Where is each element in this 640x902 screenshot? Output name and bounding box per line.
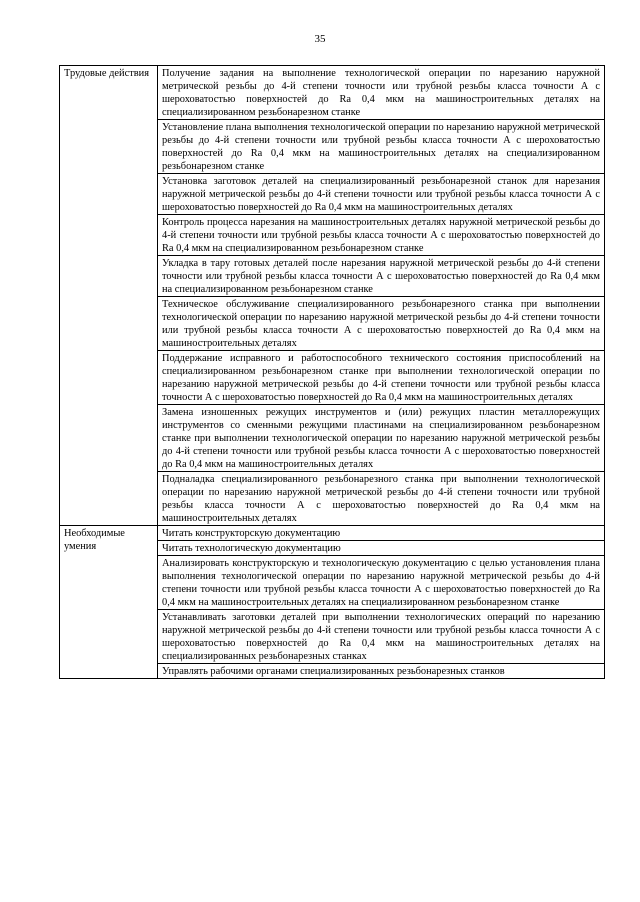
table-cell: Анализировать конструкторскую и технологическую документацию с целью установления плана выполнения технологической операции по нарезанию наружной метрической резьбы до 4-й степени точности или трубной резьбы класса точности А с шероховатостью поверхностей до Ra 0,4 мкм на машиностроительных деталях на специализированном резьбонарезном станке	[158, 556, 605, 610]
competency-table	[59, 65, 605, 679]
table-row	[60, 526, 605, 541]
table-cell: Читать технологическую документацию	[158, 541, 605, 556]
table-cell: Контроль процесса нарезания на машиностроительных деталях наружной метрической резьбы до 4-й степени точности или трубной резьбы класса точности А с шероховатостью поверхностей до Ra 0,4 мкм на специализированном резьбонарезном станке	[158, 215, 605, 256]
table-cell: Поддержание исправного и работоспособного технического состояния приспособлений на специализированном резьбонарезном станке при выполнении технологической операции по нарезанию наружной метрической резьбы до 4-й степени точности или трубной резьбы класса точности А с шероховатостью поверхностей до Ra 0,4 мкм на машиностроительных деталях	[158, 351, 605, 405]
table-cell: Читать конструкторскую документацию	[158, 526, 605, 541]
table-cell: Укладка в тару готовых деталей после нарезания наружной метрической резьбы до 4-й степени точности или трубной резьбы класса точности А с шероховатостью поверхностей до Ra 0,4 мкм на специализированном резьбонарезном станке	[158, 256, 605, 297]
page-number: 35	[314, 33, 326, 45]
table-cell: Подналадка специализированного резьбонарезного станка при выполнении технологической операции по нарезанию наружной метрической резьбы до 4-й степени точности или трубной резьбы класса точности А с шероховатостью поверхностей до Ra 0,4 мкм на машиностроительных деталях	[158, 472, 605, 526]
section-label-labor-actions: Трудовые действия	[60, 66, 158, 526]
table-cell: Получение задания на выполнение технологической операции по нарезанию наружной метрической резьбы до 4-й степени точности или трубной резьбы класса точности А с шероховатостью поверхностей до Ra 0,4 мкм на машиностроительных деталях на специализированном резьбонарезном станке	[158, 66, 605, 120]
table-cell: Управлять рабочими органами специализированных резьбонарезных станков	[158, 664, 605, 679]
table-cell: Установление плана выполнения технологической операции по нарезанию наружной метрической резьбы до 4-й степени точности или трубной резьбы класса точности А с шероховатостью поверхностей до Ra 0,4 мкм на машиностроительных деталях на специализированном резьбонарезном станке	[158, 120, 605, 174]
table-cell: Устанавливать заготовки деталей при выполнении технологических операций по нарезанию наружной метрической резьбы до 4-й степени точности или трубной резьбы класса точности А с шероховатостью поверхностей до Ra 0,4 мкм на машиностроительных деталях на специализированных резьбонарезных станках	[158, 610, 605, 664]
table-cell: Замена изношенных режущих инструментов и (или) режущих пластин металлорежущих инструментов со сменными режущими пластинами на специализированном резьбонарезном станке при выполнении технологической операции по нарезанию наружной метрической резьбы до 4-й степени точности или трубной резьбы класса точности А с шероховатостью поверхностей до Ra 0,4 мкм на машиностроительных деталях	[158, 405, 605, 472]
section-label-required-skills: Необходимые умения	[60, 526, 158, 679]
table-cell: Установка заготовок деталей на специализированный резьбонарезной станок для нарезания наружной метрической резьбы до 4-й степени точности или трубной резьбы класса точности А с шероховатостью поверхностей до Ra 0,4 мкм на машиностроительных деталях	[158, 174, 605, 215]
table-row	[60, 66, 605, 120]
table-cell: Техническое обслуживание специализированного резьбонарезного станка при выполнении технологической операции по нарезанию наружной метрической резьбы до 4-й степени точности или трубной резьбы класса точности А с шероховатостью поверхностей до Ra 0,4 мкм на машиностроительных деталях	[158, 297, 605, 351]
